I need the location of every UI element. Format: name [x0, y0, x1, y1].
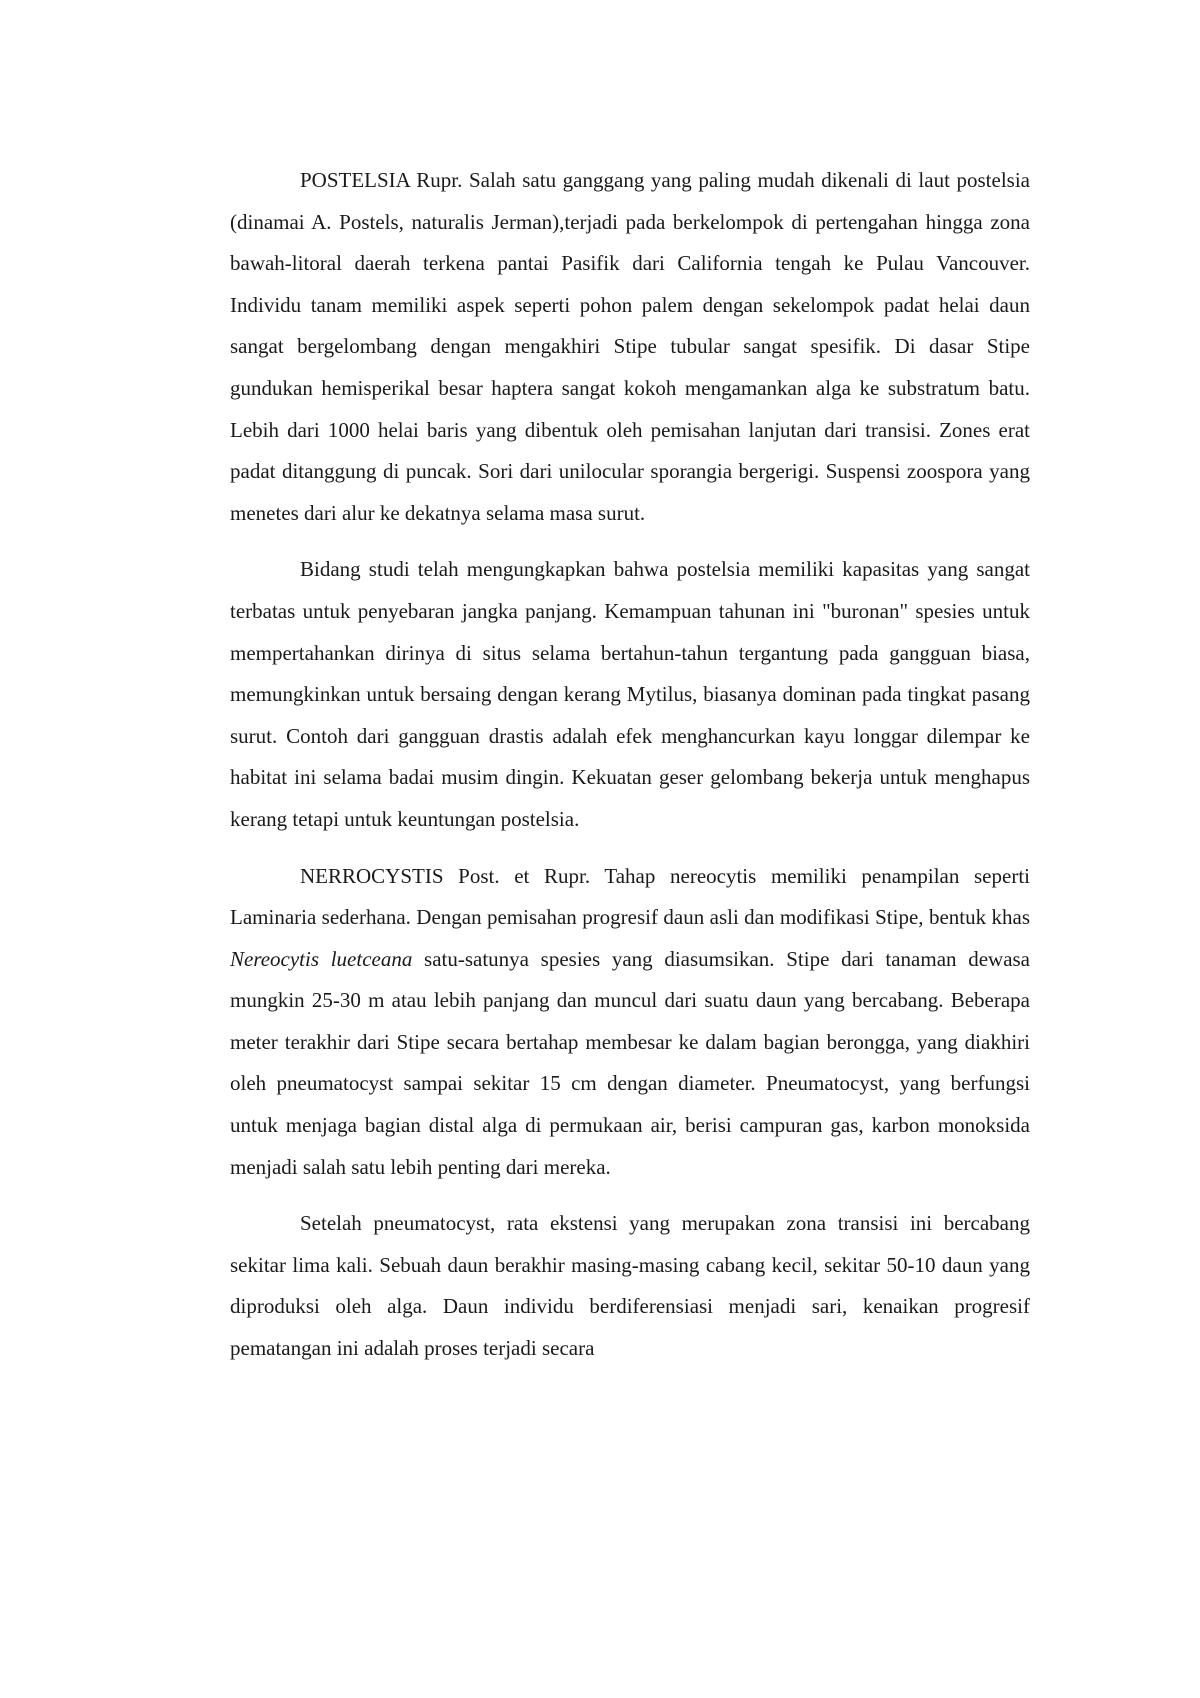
paragraph-nerrocystis-text-after: satu-satunya spesies yang diasumsikan. Stipe dari tanaman dewasa mungkin 25-30 m atau lebih panjang dan muncul dari suatu daun yang bercabang. Beberapa meter terakhir dari Stipe secara bertahap membesar ke dalam bagian berongga, yang diakhiri oleh pneumatocyst sampai sekitar 15 cm dengan diameter. Pneumatocyst, yang berfungsi untuk menjaga bagian distal alga di permukaan air, berisi campuran gas, karbon monoksida menjadi salah satu lebih penting dari mereka.	[230, 946, 1031, 1179]
paragraph-setelah-pneumatocyst: Setelah pneumatocyst, rata ekstensi yang merupakan zona transisi ini bercabang sekitar lima kali. Sebuah daun berakhir masing-masing cabang kecil, sekitar 50-10 daun yang diproduksi oleh alga. Daun individu berdiferensiasi menjadi sari, kenaikan progresif pematangan ini adalah proses terjadi secara	[230, 1211, 1030, 1361]
paragraph-nerrocystis	[230, 856, 1030, 1189]
paragraph-bidang-studi: Bidang studi telah mengungkapkan bahwa postelsia memiliki kapasitas yang sangat terbatas untuk penyebaran jangka panjang. Kemampuan tahunan ini "buronan" spesies untuk mempertahankan dirinya di situs selama bertahun-tahun tergantung pada gangguan biasa, memungkinkan untuk bersaing dengan kerang Mytilus, biasanya dominan pada tingkat pasang surut. Contoh dari gangguan drastis adalah efek menghancurkan kayu longgar dilempar ke habitat ini selama badai musim dingin. Kekuatan geser gelombang bekerja untuk menghapus kerang tetapi untuk keuntungan postelsia.	[230, 557, 1030, 831]
paragraph-postelsia: POSTELSIA Rupr. Salah satu ganggang yang paling mudah dikenali di laut postelsia (dinamai A. Postels, naturalis Jerman),terjadi pada berkelompok di pertengahan hingga zona bawah-litoral daerah terkena pantai Pasifik dari California tengah ke Pulau Vancouver. Individu tanam memiliki aspek seperti pohon palem dengan sekelompok padat helai daun sangat bergelombang dengan mengakhiri Stipe tubular sangat spesifik. Di dasar Stipe gundukan hemisperikal besar haptera sangat kokoh mengamankan alga ke substratum batu. Lebih dari 1000 helai baris yang dibentuk oleh pemisahan lanjutan dari transisi. Zones erat padat ditanggung di puncak. Sori dari unilocular sporangia bergerigi. Suspensi zoospora yang menetes dari alur ke dekatnya selama masa surut.	[230, 168, 1030, 525]
species-name-italic: Nereocytis luetceana	[230, 946, 413, 971]
paragraph-nerrocystis-text-before: NERROCYSTIS Post. et Rupr. Tahap nereocytis memiliki penampilan seperti Laminaria sederhana. Dengan pemisahan progresif daun asli dan modifikasi Stipe, bentuk khas	[230, 863, 1030, 930]
document-page	[230, 160, 1030, 1370]
